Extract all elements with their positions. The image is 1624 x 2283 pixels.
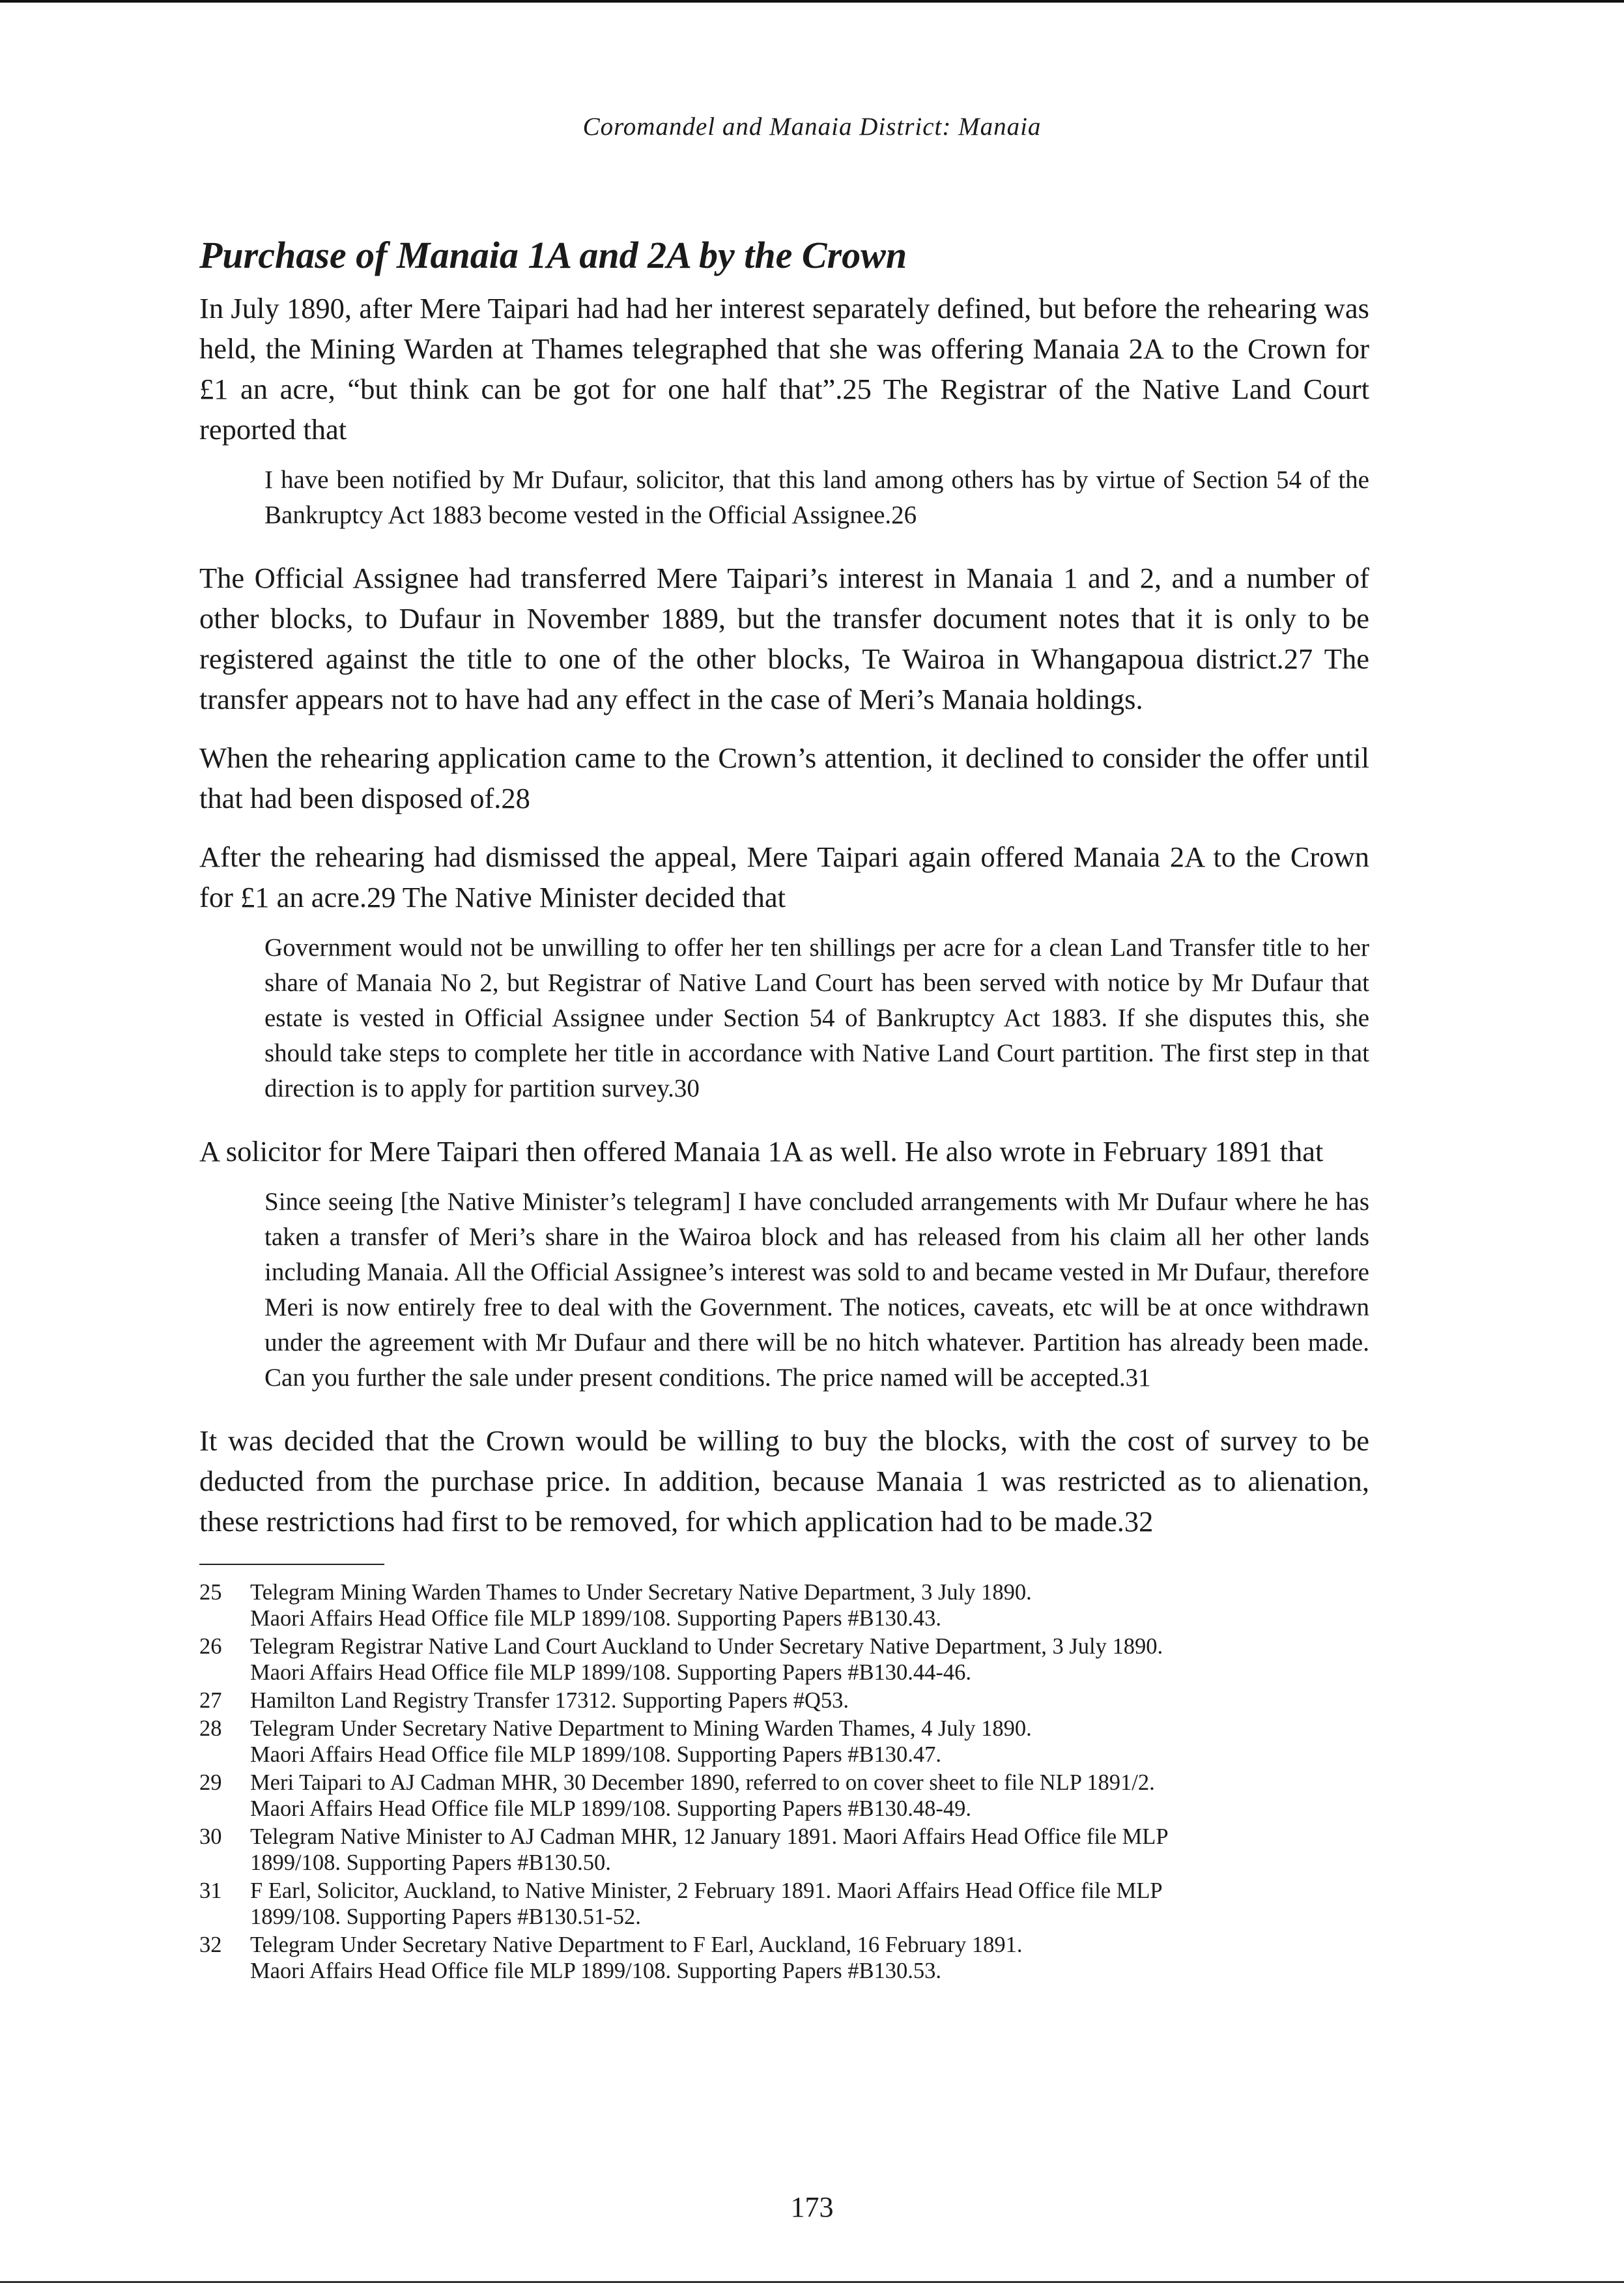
footnotes-list: [199, 1579, 1369, 1984]
footnote-item: [199, 1878, 1369, 1930]
footnote-item: [199, 1932, 1369, 1984]
footnote-line: Maori Affairs Head Office file MLP 1899/108. Supporting Papers #B130.47.: [250, 1742, 942, 1767]
page-content: [199, 229, 1369, 1986]
running-head: Coromandel and Manaia District: Manaia: [582, 113, 1042, 141]
footnote-line: 1899/108. Supporting Papers #B130.51-52.: [250, 1904, 641, 1929]
footnote-item: [199, 1824, 1369, 1876]
footnote-line: Meri Taipari to AJ Cadman MHR, 30 December 1890, referred to on cover sheet to file NLP 1891/2.: [250, 1770, 1155, 1795]
footnote-line: Maori Affairs Head Office file MLP 1899/108. Supporting Papers #B130.53.: [250, 1959, 942, 1983]
block-quote-1: I have been notified by Mr Dufaur, solicitor, that this land among others has by virtue of Section 54 of the Bankruptcy Act 1883 become vested in the Official Assignee.26: [264, 466, 1369, 529]
footnote-line: Maori Affairs Head Office file MLP 1899/108. Supporting Papers #B130.43.: [250, 1606, 942, 1631]
body-paragraph-4: After the rehearing had dismissed the appeal, Mere Taipari again offered Manaia 2A to the Crown for £1 an acre.29 The Native Minister decided that: [199, 840, 1369, 913]
footnote-line: Telegram Under Secretary Native Department to F Earl, Auckland, 16 February 1891.: [250, 1932, 1023, 1957]
footnote-line: Maori Affairs Head Office file MLP 1899/108. Supporting Papers #B130.44-46.: [250, 1660, 972, 1685]
footnote-number: 31: [199, 1878, 222, 1903]
footnote-line: Hamilton Land Registry Transfer 17312. Supporting Papers #Q53.: [250, 1688, 849, 1713]
footnote-separator: [199, 1564, 384, 1565]
body-paragraph-5: A solicitor for Mere Taipari then offered Manaia 1A as well. He also wrote in February 1891 that: [199, 1135, 1324, 1168]
body-paragraph-1: In July 1890, after Mere Taipari had had her interest separately defined, but before the rehearing was held, the Mining Warden at Thames telegraphed that she was offering Manaia 2A to the Crown for £1 an acre, “but think can be got for one half that”.25 The Registrar of the Native Land Court reported that: [199, 292, 1369, 446]
footnote-number: 28: [199, 1716, 222, 1741]
footnote-item: [199, 1579, 1369, 1631]
footnote-item: [199, 1770, 1369, 1822]
footnote-line: Telegram Registrar Native Land Court Auckland to Under Secretary Native Department, 3 July 1890.: [250, 1634, 1163, 1659]
footnote-line: Maori Affairs Head Office file MLP 1899/108. Supporting Papers #B130.48-49.: [250, 1796, 972, 1821]
footnote-item: [199, 1687, 1369, 1714]
footnote-item: [199, 1633, 1369, 1686]
footnote-line: F Earl, Solicitor, Auckland, to Native Minister, 2 February 1891. Maori Affairs Head Office file MLP: [250, 1878, 1163, 1903]
footnote-line: Telegram Under Secretary Native Department to Mining Warden Thames, 4 July 1890.: [250, 1716, 1032, 1741]
footnote-number: 26: [199, 1634, 222, 1659]
footnote-number: 27: [199, 1688, 222, 1713]
block-quote-2: Government would not be unwilling to offer her ten shillings per acre for a clean Land Transfer title to her share of Manaia No 2, but Registrar of Native Land Court has been served with notice by Mr Dufaur that estate is vested in Official Assignee under Section 54 of Bankruptcy Act 1883. If she disputes this, she should take steps to complete her title in accordance with Native Land Court partition. The first step in that direction is to apply for partition survey.30: [264, 934, 1369, 1102]
top-rule: [0, 0, 1624, 3]
page-number: 173: [790, 2191, 834, 2223]
footnote-number: 30: [199, 1824, 222, 1849]
footnote-line: 1899/108. Supporting Papers #B130.50.: [250, 1850, 611, 1875]
body-paragraph-3: When the rehearing application came to the Crown’s attention, it declined to consider the offer until that had been disposed of.28: [199, 741, 1369, 814]
footnote-line: Telegram Mining Warden Thames to Under Secretary Native Department, 3 July 1890.: [250, 1580, 1032, 1605]
body-paragraph-2: The Official Assignee had transferred Mere Taipari’s interest in Manaia 1 and 2, and a number of other blocks, to Dufaur in November 1889, but the transfer document notes that it is only to be registered against the title to one of the other blocks, Te Wairoa in Whangapoua district.27 The transfer appears not to have had any effect in the case of Meri’s Manaia holdings.: [199, 562, 1369, 715]
block-quote-3: Since seeing [the Native Minister’s telegram] I have concluded arrangements with Mr Dufaur where he has taken a transfer of Meri’s share in the Wairoa block and has released from his claim all her other lands including Manaia. All the Official Assignee’s interest was sold to and became vested in Mr Dufaur, therefore Meri is now entirely free to deal with the Government. The notices, caveats, etc will be at once withdrawn under the agreement with Mr Dufaur and there will be no hitch whatever. Partition has already been made. Can you further the sale under present conditions. The price named will be accepted.31: [264, 1188, 1369, 1392]
footnote-line: Telegram Native Minister to AJ Cadman MHR, 12 January 1891. Maori Affairs Head Office file MLP: [250, 1824, 1169, 1849]
footnote-number: 32: [199, 1932, 222, 1957]
footnote-number: 25: [199, 1580, 222, 1605]
section-title: Purchase of Manaia 1A and 2A by the Crown: [199, 234, 907, 276]
body-paragraph-6: It was decided that the Crown would be willing to buy the blocks, with the cost of survey to be deducted from the purchase price. In addition, because Manaia 1 was restricted as to alienation, these restrictions had first to be removed, for which application had to be made.32: [199, 1424, 1369, 1538]
footnote-item: [199, 1716, 1369, 1768]
footnote-number: 29: [199, 1770, 222, 1795]
